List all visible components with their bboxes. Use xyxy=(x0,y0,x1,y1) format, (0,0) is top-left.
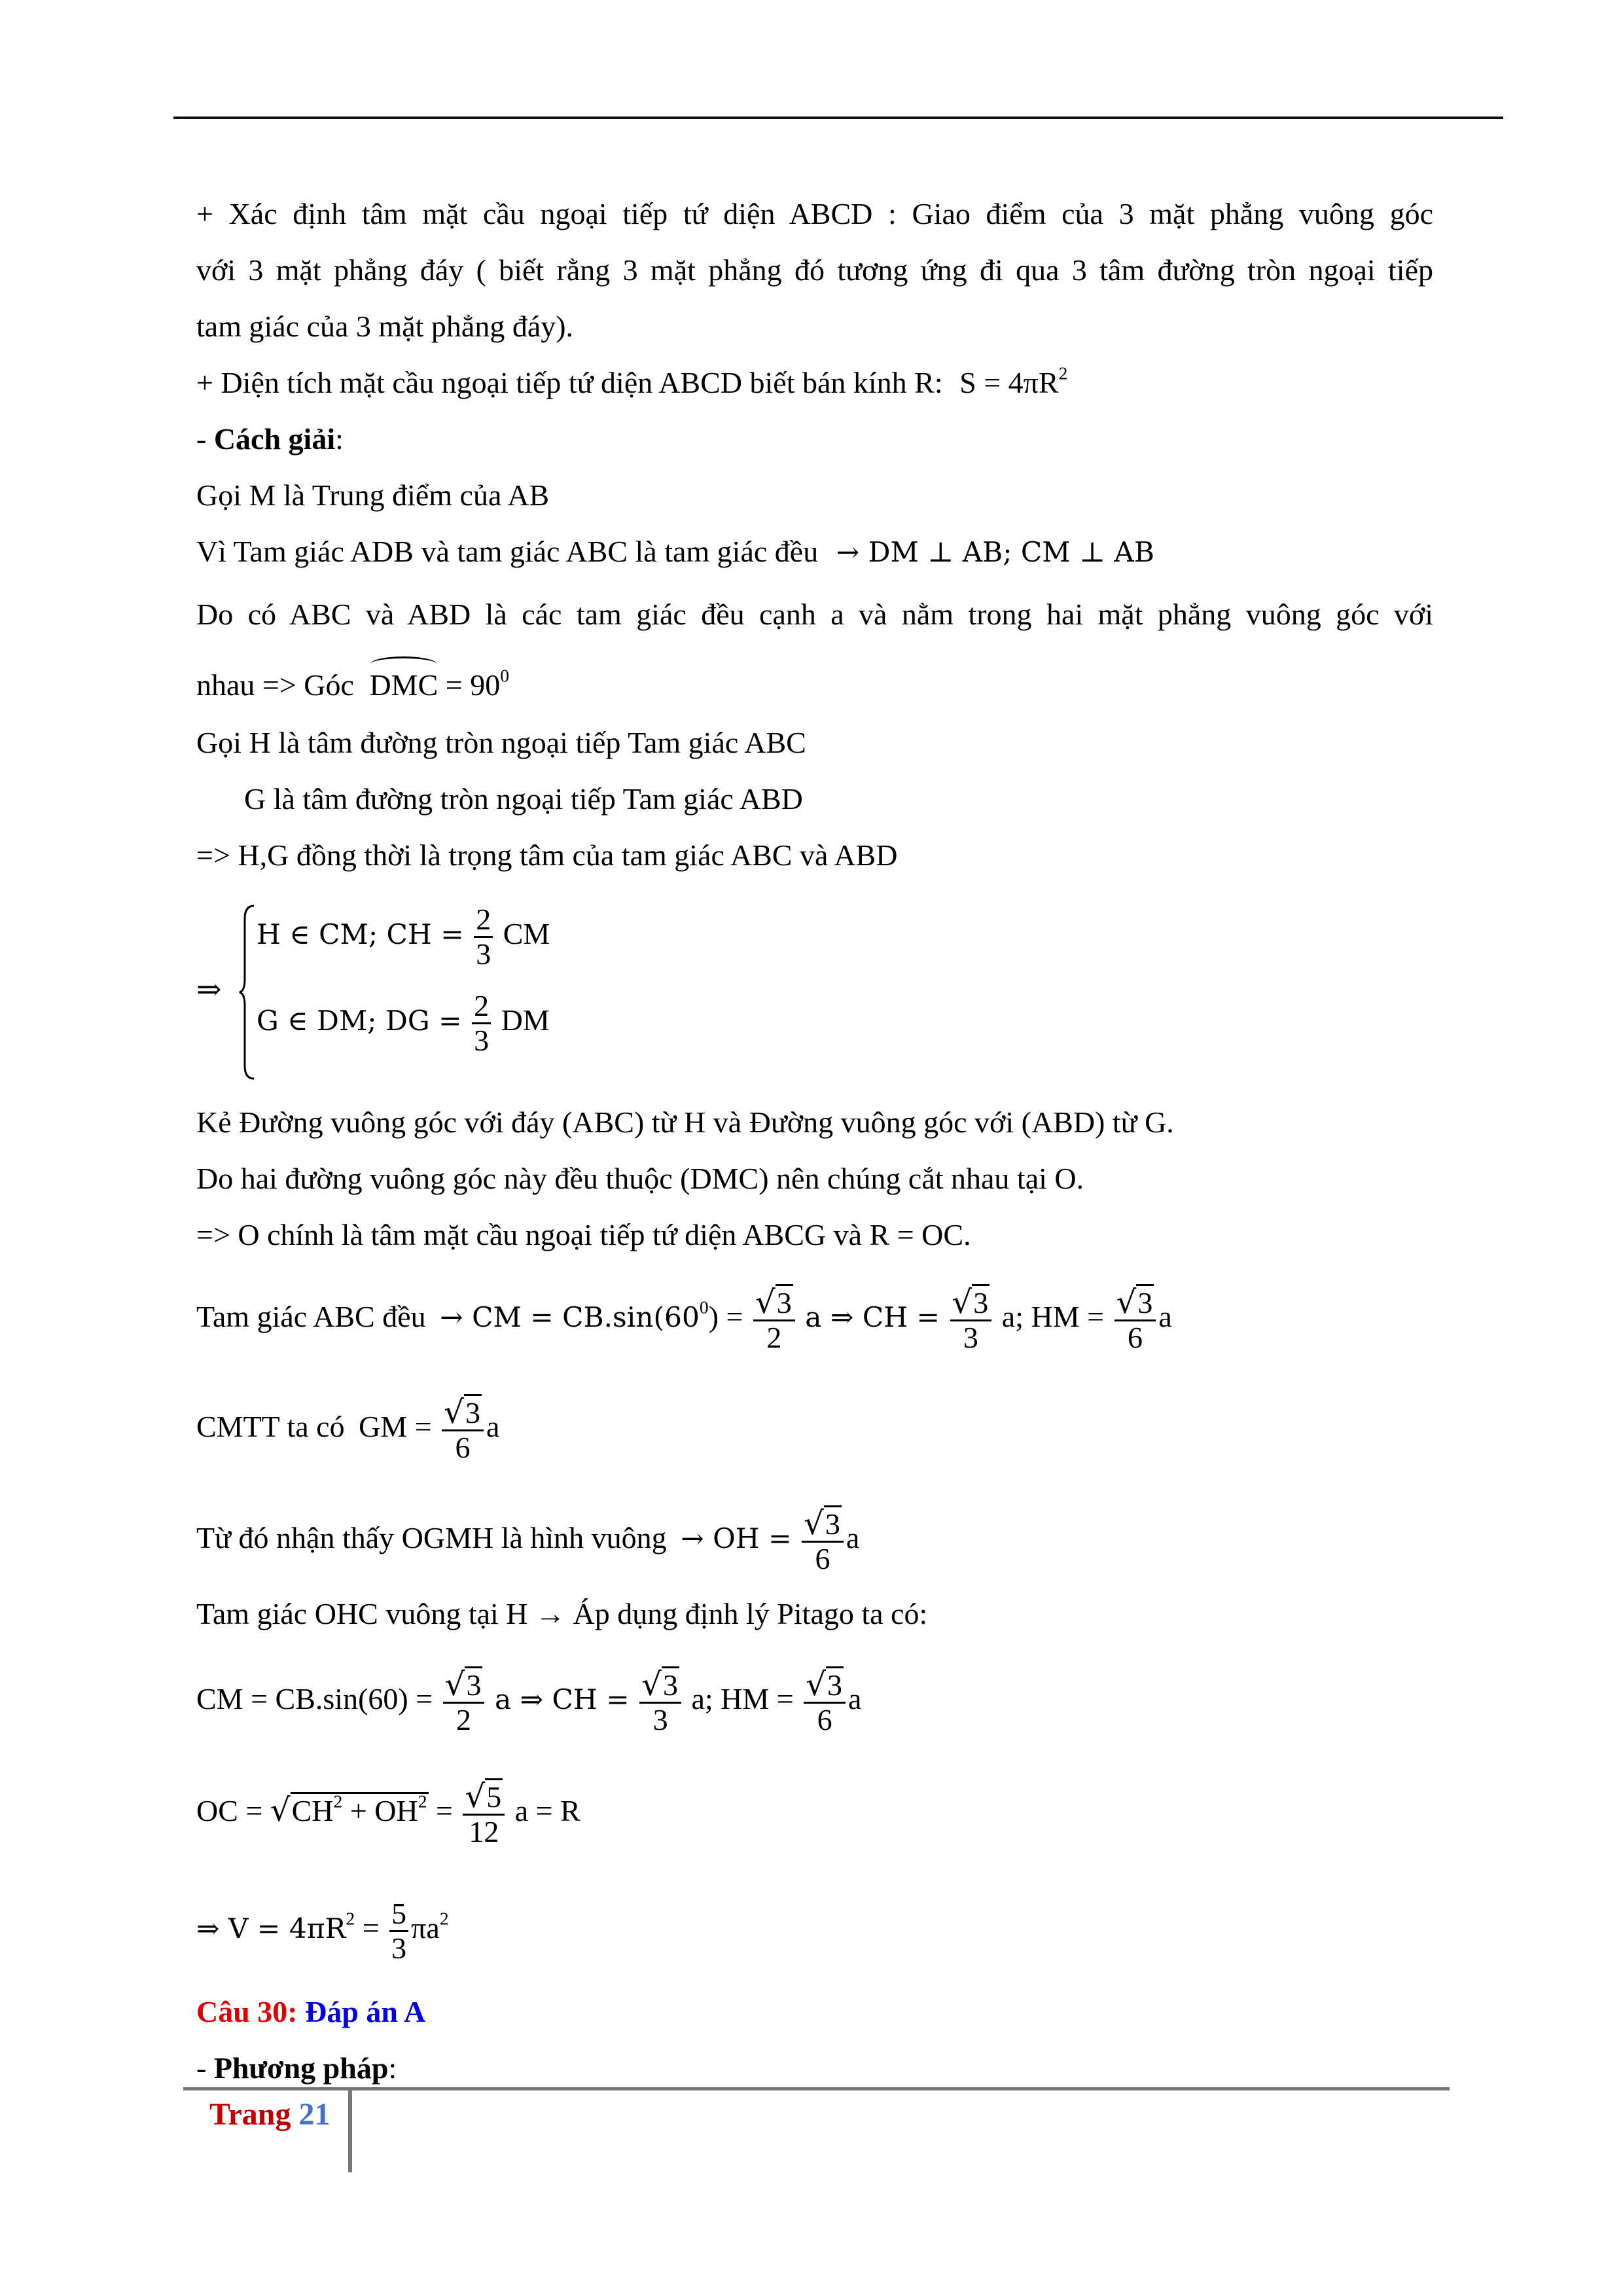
fraction: $\frac{2}{3}$ xyxy=(474,903,493,971)
exponent: 2 xyxy=(439,1908,449,1929)
formula: GM = xyxy=(359,1410,432,1443)
footer-vertical-bar xyxy=(348,2087,352,2172)
text: CMTT ta có xyxy=(196,1410,345,1443)
paragraph-line: G là tâm đường tròn ngoại tiếp Tam giác ABD xyxy=(244,782,803,816)
page-word: Trang xyxy=(209,2097,291,2132)
text: Vì Tam giác ADB và tam giác ABC là tam giác đều xyxy=(196,535,819,568)
header-rule xyxy=(173,117,1503,119)
paragraph-line: Gọi M là Trung điểm của AB xyxy=(196,478,550,512)
cm-formula-line xyxy=(196,1660,861,1739)
fraction: $\frac{√3}{2}$ xyxy=(753,1285,795,1354)
formula: DM xyxy=(501,1003,550,1037)
paragraph-line: Gọi H là tâm đường tròn ngoại tiếp Tam giác ABC xyxy=(196,726,806,759)
oc-formula-line xyxy=(196,1771,580,1850)
formula: a; HM = xyxy=(691,1682,794,1715)
exponent: 0 xyxy=(699,1297,709,1318)
formula: G ∈ DM; DG = xyxy=(257,1005,462,1037)
text: Từ đó nhận thấy OGMH là hình vuông xyxy=(196,1521,667,1554)
fraction: $\frac{5}{3}$ xyxy=(389,1897,408,1965)
variable: a xyxy=(848,1682,862,1715)
paragraph-line xyxy=(196,532,1154,572)
dash: - xyxy=(196,2051,214,2085)
exponent: 0 xyxy=(500,665,510,686)
fraction: $\frac{2}{3}$ xyxy=(472,990,491,1057)
centroid-system xyxy=(196,898,563,1088)
page-number xyxy=(209,2092,330,2138)
formula: πa xyxy=(411,1911,440,1945)
paragraph-line: tam giác của 3 mặt phẳng đáy). xyxy=(196,310,574,343)
dash: - xyxy=(196,422,214,456)
formula: = xyxy=(362,1911,380,1945)
footer-rule xyxy=(183,2087,1450,2090)
formula: CM = CB.sin(60) = xyxy=(196,1682,433,1715)
section-heading-phuong-phap xyxy=(196,2049,397,2088)
formula: OC = xyxy=(196,1794,263,1827)
paragraph-line: Do có ABC và ABD là các tam giác đều cạnh a và nằm trong hai mặt phẳng vuông góc với xyxy=(196,598,1433,631)
paragraph-line: Do hai đường vuông góc này đều thuộc (DMC) nên chúng cắt nhau tại O. xyxy=(196,1162,1084,1195)
square-root: $√CH^2 + OH^2$ xyxy=(270,1791,427,1829)
surface-area-formula-line xyxy=(196,363,1067,403)
formula: ) = xyxy=(708,1300,743,1333)
formula: a ⇒ CH = xyxy=(805,1301,940,1333)
formula: a = R xyxy=(514,1794,580,1827)
text: Tam giác ABC đều xyxy=(196,1300,426,1333)
fraction: $\frac{√3}{6}$ xyxy=(804,1668,846,1736)
variable: a xyxy=(846,1521,860,1554)
fraction: $\frac{√3}{6}$ xyxy=(1115,1285,1156,1354)
fraction: $\frac{√3}{6}$ xyxy=(802,1507,844,1575)
heading-bold: Cách giải xyxy=(213,422,336,456)
oh-formula-line xyxy=(196,1499,859,1578)
paragraph-line: + Xác định tâm mặt cầu ngoại tiếp tứ diện ABCD : Giao điểm của 3 mặt phẳng vuông góc xyxy=(196,197,1433,230)
system-row-g xyxy=(257,990,550,1057)
paragraph-line: với 3 mặt phẳng đáy ( biết rằng 3 mặt phẳng đó tương ứng đi qua 3 tâm đường tròn ngoại tiếp xyxy=(196,253,1433,287)
fraction: $\frac{√3}{6}$ xyxy=(442,1395,484,1464)
paragraph-line: Tam giác OHC vuông tại H → Áp dụng định lý Pitago ta có: xyxy=(196,1597,928,1630)
formula: a ⇒ CH = xyxy=(494,1683,630,1715)
question-label: Câu 30: xyxy=(196,1995,298,2028)
angle-dmc: DMC xyxy=(369,666,438,705)
system-row-h xyxy=(257,903,550,971)
paragraph-line: => H,G đồng thời là trọng tâm của tam giác ABC và ABD xyxy=(196,838,898,872)
formula: → DM ⊥ AB; CM ⊥ AB xyxy=(836,536,1154,568)
exponent: 2 xyxy=(1058,363,1068,384)
formula: a; HM = xyxy=(1001,1300,1105,1333)
formula: ⇒ V = 4πR xyxy=(196,1912,346,1945)
fraction: $\frac{√3}{2}$ xyxy=(443,1668,485,1736)
paragraph-line: => O chính là tâm mặt cầu ngoại tiếp tứ diện ABCG và R = OC. xyxy=(196,1218,971,1251)
formula: = xyxy=(436,1794,453,1827)
answer-label: Đáp án A xyxy=(305,1995,426,2028)
fraction: $\frac{√5}{12}$ xyxy=(463,1780,505,1848)
text: nhau => Góc xyxy=(196,668,354,702)
colon: : xyxy=(335,422,344,456)
colon: : xyxy=(388,2051,397,2085)
variable: a xyxy=(486,1410,500,1443)
question-30-heading xyxy=(196,1992,425,2032)
curly-brace xyxy=(238,903,257,1081)
text: + Diện tích mặt cầu ngoại tiếp tứ diện ABCD biết bán kính R: xyxy=(196,366,943,399)
heading-bold: Phương pháp xyxy=(213,2051,389,2085)
page-num: 21 xyxy=(298,2097,330,2132)
section-heading-cach-giai xyxy=(196,420,344,459)
variable: a xyxy=(1158,1300,1172,1333)
fraction: $\frac{√3}{3}$ xyxy=(639,1668,681,1736)
formula: → OH = xyxy=(681,1522,792,1554)
formula: = 90 xyxy=(445,668,501,702)
formula: H ∈ CM; CH = xyxy=(257,918,464,951)
angle-line xyxy=(196,666,509,705)
formula: CM xyxy=(503,917,550,951)
formula: → CM = CB.sin(60 xyxy=(440,1301,700,1333)
paragraph-line: Kẻ Đường vuông góc với đáy (ABC) từ H và Đường vuông góc với (ABD) từ G. xyxy=(196,1105,1174,1139)
volume-formula-line xyxy=(196,1889,449,1968)
formula: S = 4πR xyxy=(959,366,1059,399)
exponent: 2 xyxy=(346,1908,355,1929)
gm-formula-line xyxy=(196,1388,499,1466)
fraction: $\frac{√3}{3}$ xyxy=(950,1285,992,1354)
equilateral-formula-line xyxy=(196,1278,1172,1357)
implies-symbol: ⇒ xyxy=(196,971,222,1007)
